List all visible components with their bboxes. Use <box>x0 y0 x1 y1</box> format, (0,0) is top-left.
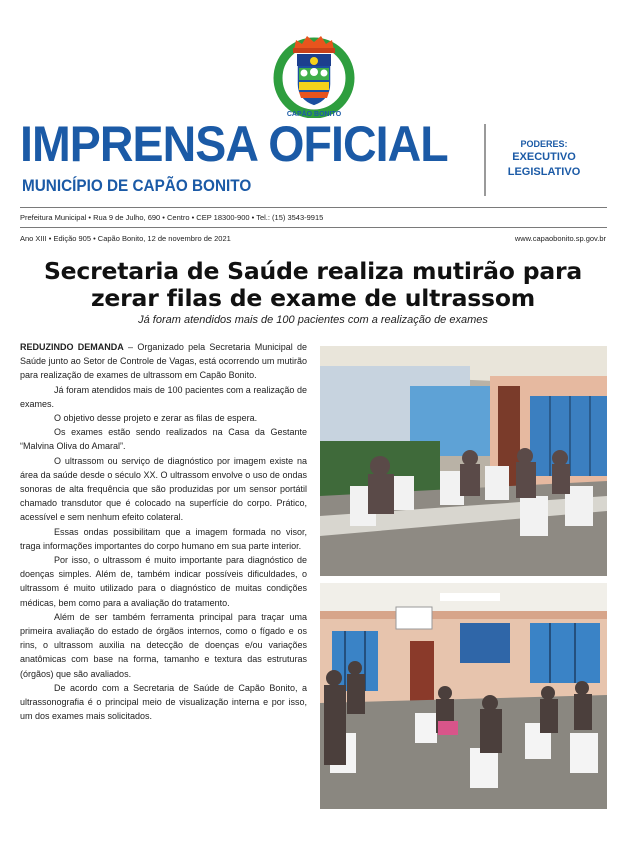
poder-executivo: EXECUTIVO <box>512 151 576 163</box>
article-lead-text: – Organizado pela Secretaria Municipal de Saúde junto ao Setor de Controle de Vagas, está ocorrendo um mutirão para realização de exames de ultrassom em Capão Bonito. <box>20 342 308 381</box>
masthead-title: IMPRENSA OFICIAL <box>20 116 448 172</box>
website-link[interactable]: www.capaobonito.sp.gov.br <box>514 234 606 243</box>
article-headline: Secretaria de Saúde realiza mutirão para zerar filas de exame de ultrassom <box>43 257 583 312</box>
middle-rule <box>20 227 607 228</box>
article-subheadline: Já foram atendidos mais de 100 pacientes com a realização de exames <box>138 314 488 326</box>
article-paragraph: Os exames estão sendo realizados na Casa da Gestante “Malvina Oliva do Amaral”. <box>20 427 307 452</box>
article-lead <box>20 340 307 383</box>
top-rule <box>20 207 607 208</box>
article-paragraph: Já foram atendidos mais de 100 pacientes com a realização de exames. <box>20 384 307 409</box>
poder-legislativo: LEGISLATIVO <box>507 166 581 178</box>
article-kicker: REDUZINDO DEMANDA <box>20 342 124 352</box>
address-line: Prefeitura Municipal • Rua 9 de Julho, 690 • Centro • CEP 18300-900 • Tel.: (15) 3543-9915 <box>20 213 324 222</box>
masthead-divider <box>484 124 486 196</box>
article-paragraph: Por isso, o ultrassom é muito importante para diagnóstico de doenças simples. Além de, também indicar possíveis dificuldades, o ultrassom é muito utilizado para o diagnóstico de muitas condições médicas, bem como para a avaliação do tratamento. <box>20 555 307 608</box>
article-paragraph: De acordo com a Secretaria de Saúde de Capão Bonito, a ultrassonografia é o principal meio de visualização interna e por isso, um dos exames mais solicitados. <box>20 682 307 722</box>
poderes-box <box>494 138 594 180</box>
photo-waiting-area <box>320 346 607 576</box>
article-body <box>20 340 307 723</box>
article-paragraph: Além de ser também ferramenta principal para traçar uma primeira avaliação do estado de órgãos internos, como o fígado e os rins, o ultrassom auxilia na detecção de doenças e/ou variações anatômicas com base na forma, tamanho e textura das estruturas (órgãos) que são avaliados. <box>20 611 307 679</box>
poderes-label: PODERES: <box>520 139 568 149</box>
photo-entrance <box>320 583 607 809</box>
article-paragraph: Essas ondas possibilitam que a imagem formada no visor, traga informações importantes do corpo humano em sua parte interior. <box>20 526 307 551</box>
article-paragraph: O objetivo desse projeto e zerar as filas de espera. <box>54 413 258 424</box>
crest-caption: CAPÃO BONITO <box>286 111 342 118</box>
article-paragraph: O ultrassom ou serviço de diagnóstico por imagem existe na área da saúde desde o século XX. O ultrassom envolve o uso de ondas sonoras de alta frequência que são produzidas por um sensor portátil chamado transdutor que é colocado na superfície do corpo. Prático, acessível e sem nenhum efeito colateral. <box>20 455 307 523</box>
edition-line: Ano XIII • Edição 905 • Capão Bonito, 12 de novembro de 2021 <box>20 234 231 243</box>
masthead-subtitle: MUNICÍPIO DE CAPÃO BONITO <box>22 176 252 195</box>
city-crest <box>271 26 357 118</box>
